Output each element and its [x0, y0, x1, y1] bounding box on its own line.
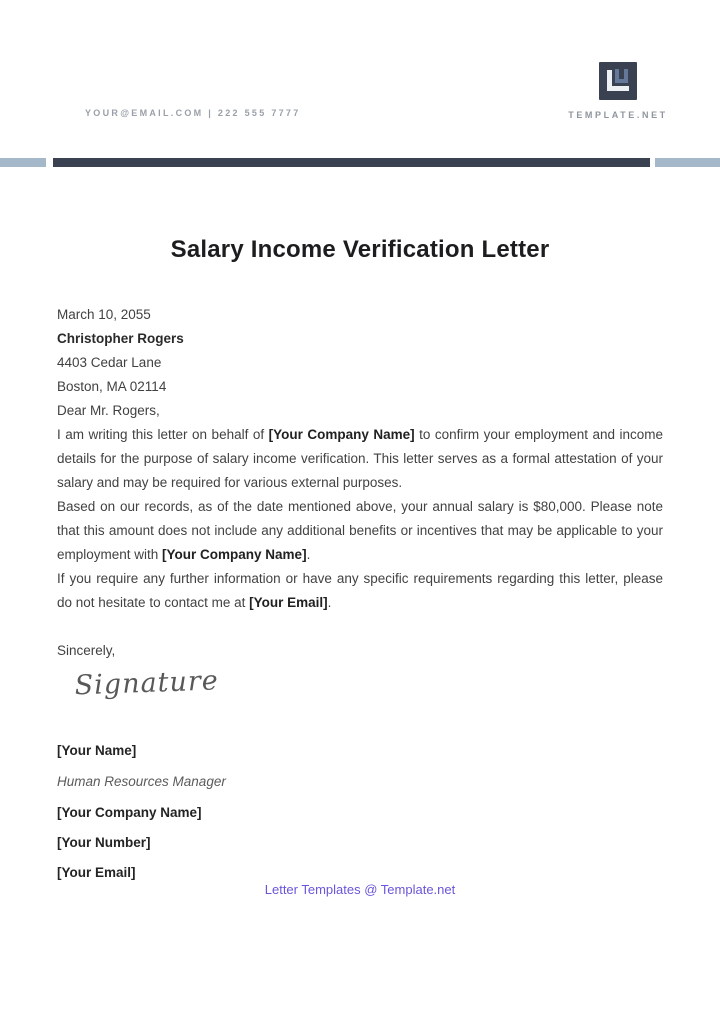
closing-salutation: Sincerely, [57, 643, 116, 658]
signoff-role: Human Resources Manager [57, 774, 226, 789]
body-paragraph-1 [57, 423, 663, 495]
paragraph-text: to confirm your employment and income details for the purpose of salary income verification. This letter serves as a formal attestation of your salary and may be required for various external purposes. [57, 427, 663, 490]
company-name-placeholder: [Your Company Name] [268, 427, 415, 442]
company-name-placeholder: [Your Company Name] [162, 547, 307, 562]
page-title: Salary Income Verification Letter [170, 236, 550, 263]
paragraph-text: I am writing this letter on behalf of [57, 427, 269, 442]
header-divider-bar [0, 158, 720, 167]
signoff-company-placeholder: [Your Company Name] [57, 805, 202, 820]
divider-light-right [655, 158, 720, 167]
signoff-name-placeholder: [Your Name] [57, 743, 137, 758]
templatenet-logo-icon [599, 62, 637, 100]
brand-name: TEMPLATE.NET [568, 110, 668, 120]
paragraph-text: If you require any further information or have any specific requirements regarding this letter, please do not hesitate to contact me at [57, 571, 663, 610]
header-contact-info: YOUR@EMAIL.COM | 222 555 7777 [85, 108, 301, 118]
divider-gap [46, 158, 53, 167]
letter-date: March 10, 2055 [57, 307, 151, 322]
letter-body [57, 303, 663, 882]
handwritten-signature: Signature [74, 665, 220, 702]
signoff-email-placeholder: [Your Email] [57, 865, 136, 880]
salutation: Dear Mr. Rogers, [57, 403, 160, 418]
divider-dark-center [53, 158, 650, 167]
paragraph-text: . [327, 595, 332, 610]
recipient-address-line2: Boston, MA 02114 [57, 379, 167, 394]
paragraph-text: . [306, 547, 311, 562]
recipient-name: Christopher Rogers [57, 331, 184, 346]
divider-light-left [0, 158, 46, 167]
email-placeholder: [Your Email] [249, 595, 328, 610]
recipient-address-line1: 4403 Cedar Lane [57, 355, 162, 370]
signoff-number-placeholder: [Your Number] [57, 835, 151, 850]
brand-block [548, 62, 688, 120]
body-paragraph-2 [57, 495, 663, 567]
footer [0, 882, 720, 897]
body-paragraph-3 [57, 567, 663, 615]
paragraph-text: Based on our records, as of the date mentioned above, your annual salary is $80,000. Please note that this amount does not include any additional benefits or incentives that may be applicable to your employment with [57, 499, 663, 562]
footer-template-link[interactable]: Letter Templates @ Template.net [264, 882, 456, 897]
